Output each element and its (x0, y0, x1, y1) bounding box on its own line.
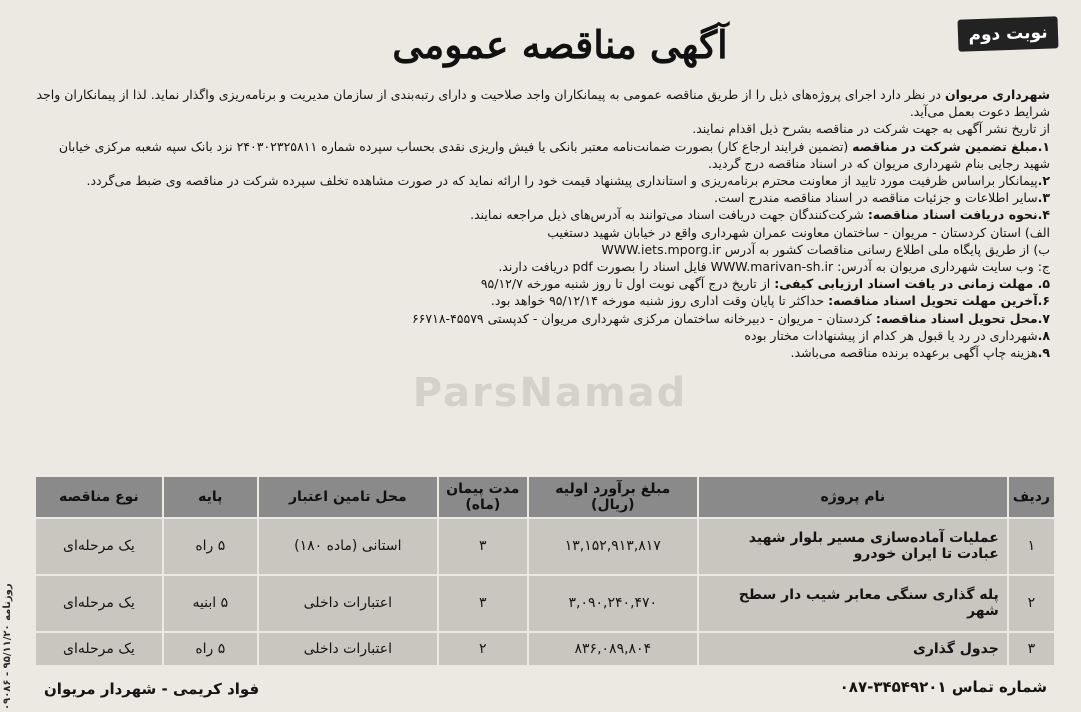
cell-funding: استانی (ماده ۱۸۰) (258, 518, 438, 575)
cell-project-name: جدول گذاری (698, 632, 1008, 666)
cell-project-name: عملیات آماده‌سازی مسیر بلوار شهید عبادت تا ایران خودرو (698, 518, 1008, 575)
header-funding: محل تامین اعتبار (258, 476, 438, 518)
announcement-body (30, 86, 1050, 466)
cell-row-number: ۲ (1008, 575, 1055, 632)
projects-table (34, 475, 1056, 667)
cell-grade: ۵ راه (163, 518, 258, 575)
page-title: آگهی مناقصه عمومی (392, 22, 728, 67)
item-5-text: از تاریخ درج آگهی نوبت اول تا روز شنبه مورخه ۹۵/۱۲/۷ (480, 276, 775, 292)
item-8 (30, 327, 1050, 344)
intro-paragraph (30, 86, 1050, 120)
table-header-row (35, 476, 1055, 518)
item-7-text: کردستان - مریوان - دبیرخانه ساختمان مرکزی شهرداری مریوان - کدپستی ۴۵۵۷۹-۶۶۷۱۸ (411, 310, 876, 326)
item-4b: ب) از طریق پایگاه ملی اطلاع رسانی مناقصات کشور به آدرس WWW.iets.mporg.ir (601, 241, 1050, 257)
item-6-bold: ۶.آخرین مهلت تحویل اسناد مناقصه: (828, 293, 1050, 309)
item-4a: الف) استان کردستان - مریوان - ساختمان معاونت عمران شهرداری واقع در خیابان شهید دستغیب (547, 224, 1050, 240)
cell-project-name: پله گذاری سنگی معابر شیب دار سطح شهر (698, 575, 1008, 632)
table-row (35, 518, 1055, 575)
item-8-bold: ۸. (1037, 327, 1050, 343)
header-tender-type: نوع مناقصه (35, 476, 163, 518)
cell-grade: ۵ ابنیه (163, 575, 258, 632)
item-9-bold: ۹. (1037, 345, 1050, 361)
item-9-text: هزینه چاپ آگهی برعهده برنده مناقصه می‌باشد. (790, 345, 1038, 361)
item-8-text: شهرداری در رد یا قبول هر کدام از پیشنهادات مختار بوده (744, 327, 1038, 343)
round-badge: نوبت دوم (957, 16, 1058, 51)
contact-number: شماره تماس ۳۴۵۴۹۲۰۱-۰۸۷ (839, 678, 1047, 696)
item-7-bold: ۷.محل تحویل اسناد مناقصه: (875, 310, 1050, 326)
item-4-bold: ۴.نحوه دریافت اسناد مناقصه: (867, 207, 1050, 223)
item-3-text: سایر اطلاعات و جزئیات مناقصه در اسناد مناقصه مندرج است. (714, 190, 1038, 206)
intro-text: در نظر دارد اجرای پروژه‌های ذیل را از طریق مناقصه عمومی به پیمانکاران واجد صلاحیت و دارای رتبه‌بندی از سازمان مدیریت و برنامه‌ریزی واگذار نماید. لذا از پیمانکاران واجد شرایط دعوت بعمل می‌آید. (36, 87, 1050, 120)
item-9 (30, 344, 1050, 361)
item-4c: ج: وب سایت شهرداری مریوان به آدرس: WWW.marivan-sh.ir فایل اسناد را بصورت pdf دریافت دارند. (498, 259, 1050, 275)
header-duration: مدت پیمان (ماه) (438, 476, 528, 518)
newspaper-date-strip: روزنامه ۹۵/۱۱/۲۰ - ۰۹۰۸۶ (2, 583, 13, 710)
cell-funding: اعتبارات داخلی (258, 575, 438, 632)
item-1-bold: ۱.مبلغ تضمین شرکت در مناقصه (852, 138, 1050, 154)
cell-row-number: ۳ (1008, 632, 1055, 666)
item-1 (30, 138, 1050, 172)
cell-duration: ۳ (438, 575, 528, 632)
intro-line-2: از تاریخ نشر آگهی به جهت شرکت در مناقصه بشرح ذیل اقدام نمایند. (692, 121, 1050, 137)
header-row-number: ردیف (1008, 476, 1055, 518)
header-project-name: نام پروژه (698, 476, 1008, 518)
item-2-text: پیمانکار براساس ظرفیت مورد تایید از معاونت محترم برنامه‌ریزی و استانداری پیشنهاد قیمت خود را ارائه نماید که در صورت مشاهده تخلف سپرده شرکت در مناقصه وی ضبط می‌گردد. (86, 173, 1038, 189)
item-2-bold: ۲. (1037, 173, 1050, 189)
cell-tender-type: یک مرحله‌ای (35, 632, 163, 666)
cell-estimate: ۸۳۶,۰۸۹,۸۰۴ (528, 632, 698, 666)
table-row (35, 632, 1055, 666)
header-estimate: مبلغ برآورد اولیه (ریال) (528, 476, 698, 518)
cell-row-number: ۱ (1008, 518, 1055, 575)
item-1-text: (تضمین فرایند ارجاع کار) بصورت ضمانت‌نامه معتبر بانکی یا فیش واریزی نقدی بحساب سپرده شماره ۲۴۰۳۰۲۳۲۵۸۱۱ نزد بانک سپه شعبه مرکزی خیابان شهید رجایی بنام شهرداری مریوان که در اسناد مناقصه درج گردید. (58, 138, 1050, 171)
item-6-text: حداکثر تا پایان وقت اداری روز شنبه مورخه ۹۵/۱۲/۱۴ خواهد بود. (490, 293, 829, 309)
signature: فواد کریمی - شهردار مریوان (44, 680, 260, 698)
item-4 (30, 206, 1050, 223)
cell-estimate: ۳,۰۹۰,۲۴۰,۴۷۰ (528, 575, 698, 632)
table-row (35, 575, 1055, 632)
header-grade: پایه (163, 476, 258, 518)
item-4-text: شرکت‌کنندگان جهت دریافت اسناد می‌توانند به آدرس‌های ذیل مراجعه نمایند. (470, 207, 868, 223)
cell-tender-type: یک مرحله‌ای (35, 575, 163, 632)
item-7 (30, 310, 1050, 327)
intro-bold: شهرداری مریوان (944, 87, 1050, 102)
cell-estimate: ۱۳,۱۵۲,۹۱۳,۸۱۷ (528, 518, 698, 575)
item-3 (30, 189, 1050, 206)
item-5-bold: ۵. مهلت زمانی در یافت اسناد ارزیابی کیفی: (774, 276, 1050, 292)
cell-tender-type: یک مرحله‌ای (35, 518, 163, 575)
item-5 (30, 275, 1050, 292)
item-2 (30, 172, 1050, 189)
cell-duration: ۳ (438, 518, 528, 575)
item-3-bold: ۳. (1037, 190, 1050, 206)
watermark: ParsNamad (412, 370, 688, 416)
cell-duration: ۲ (438, 632, 528, 666)
cell-grade: ۵ راه (163, 632, 258, 666)
item-6 (30, 292, 1050, 309)
cell-funding: اعتبارات داخلی (258, 632, 438, 666)
